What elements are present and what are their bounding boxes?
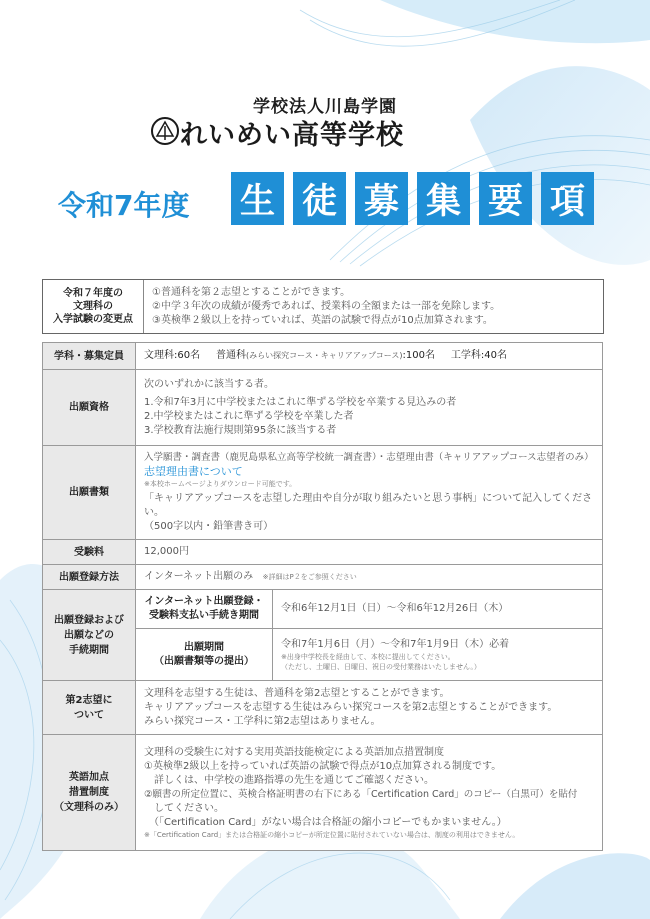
title-char: 徒 <box>293 172 346 225</box>
fee-label: 受験料 <box>43 540 136 565</box>
second-choice-text: 文理科を志望する生徒は、普通科を第2志望とすることができます。 キャリアアップコースを志望する生徒はみらい探究コースを第2志望とすることができます。 みらい探究コース・工学科に第2志望はありません。 <box>136 681 603 735</box>
title-char: 要 <box>479 172 532 225</box>
qualification-label: 出願資格 <box>43 370 136 446</box>
school-emblem-icon <box>150 116 180 146</box>
capacity-values: 文理科:60名 普通科(みらい探究コース・キャリアアップコース):100名 工学科:40名 <box>136 343 603 370</box>
changes-list <box>144 280 508 333</box>
period-label: 出願登録および 出願などの 手続期間 <box>43 590 136 681</box>
registration-period-value: 令和6年12月1日（日）〜令和6年12月26日（木） <box>273 590 603 629</box>
header <box>0 0 650 270</box>
row-fee <box>43 540 603 565</box>
changes-box <box>42 279 604 334</box>
changes-label: 令和７年度の 文理科の 入学試験の変更点 <box>43 280 144 333</box>
title-char: 生 <box>231 172 284 225</box>
documents-label: 出願書類 <box>43 446 136 540</box>
row-capacity <box>43 343 603 370</box>
row-qualification <box>43 370 603 446</box>
reason-form-link[interactable]: 志望理由書について <box>144 465 243 478</box>
fee-value: 12,000円 <box>136 540 603 565</box>
title-char: 集 <box>417 172 470 225</box>
second-choice-label: 第2志望に ついて <box>43 681 136 735</box>
change-item: ③英検準２級以上を持っていれば、英語の試験で得点が10点加算されます。 <box>152 315 493 326</box>
corporation-name: 学校法人川島学園 <box>253 97 397 117</box>
registration-label: 出願登録方法 <box>43 565 136 590</box>
registration-period-label: インターネット出願登録・ 受験料支払い手続き期間 <box>136 590 273 629</box>
admission-table <box>42 342 603 851</box>
title-char: 項 <box>541 172 594 225</box>
application-period-label: 出願期間 （出願書類等の提出） <box>136 629 273 681</box>
row-registration <box>43 565 603 590</box>
school-name: れいめい高等学校 <box>180 120 404 151</box>
row-period-registration <box>43 590 603 629</box>
row-english <box>43 735 603 851</box>
application-period-value: 令和7年1月6日（月）〜令和7年1月9日（木）必着 ※出身中学校長を経由して、本校に提出してください。 （ただし、土曜日、日曜日、祝日の受付業務はいたしません。） <box>273 629 603 681</box>
documents-text: 入学願書・調査書（鹿児島県私立高等学校統一調査書）・志望理由書（キャリアアップコース志望者のみ） 志望理由書について ※本校ホームページよりダウンロード可能です。 「キャリアアップコースを志望した理由や自分が取り組みたいと思う事柄」について記入してください。 （500字以内・鉛筆書き可） <box>136 446 603 540</box>
title-char: 募 <box>355 172 408 225</box>
qualification-text: 次のいずれかに該当する者。 1.令和7年3月に中学校またはこれに準ずる学校を卒業する見込みの者 2.中学校またはこれに準ずる学校を卒業した者 3.学校教育法施行規則第95条に該当する者 <box>136 370 603 446</box>
change-item: ①普通科を第２志望とすることができます。 <box>152 287 351 298</box>
english-label: 英語加点 措置制度 （文理科のみ） <box>43 735 136 851</box>
capacity-label: 学科・募集定員 <box>43 343 136 370</box>
row-documents <box>43 446 603 540</box>
registration-value: インターネット出願のみ ※詳細はP２をご参照ください <box>136 565 603 590</box>
recruitment-year: 令和7年度 <box>58 189 190 222</box>
english-text: 文理科の受験生に対する実用英語技能検定による英語加点措置制度 ①英検準2級以上を持っていれば英語の試験で得点が10点加算される制度です。 詳しくは、中学校の進路指導の先生を通じてご確認ください。 ②願書の所定位置に、英検合格証明書の右下にある「Certification Card」のコピー（白黒可）を貼付 してください。 （「Certification Card」がない場合は合格証の縮小コピーでもかまいません。） ※「Certification Card」または合格証の縮小コピーが所定位置に貼付されていない場合は、制度の利用はできません。 <box>136 735 603 851</box>
title-boxes <box>231 172 594 225</box>
row-second-choice <box>43 681 603 735</box>
change-item: ②中学３年次の成績が優秀であれば、授業料の全額または一部を免除します。 <box>152 301 501 312</box>
